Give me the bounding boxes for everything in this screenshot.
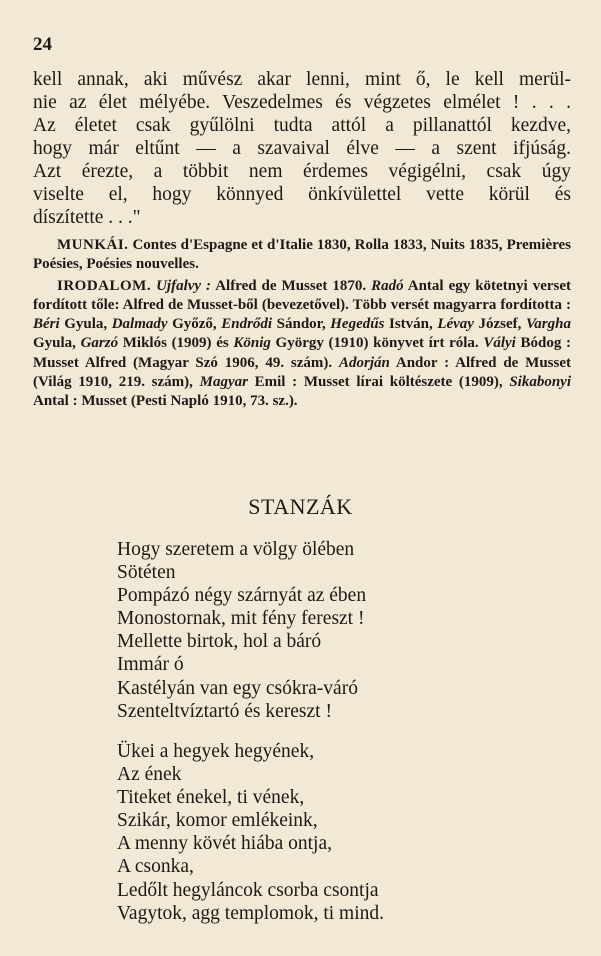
literature-text: Antal egy kötetnyi verset fordított tőle: Alfred de Musset-ből (bevezetővel). Több versét magyarra fordította : [33,277,572,313]
verse-line: A menny kövét hiába ontja, [117,833,332,855]
literature-text: Gyula, [33,335,81,352]
verse-line: Ükei a hegyek hegyének, [117,741,315,762]
text-line: hogy már eltűnt — a szavaival élve — a szent ifjúság. [33,138,571,159]
page-number: 24 [33,34,52,55]
author-name: Endrődi [221,316,273,333]
verse-line: Sötéten [117,562,176,584]
literature-text: Sándor, [272,316,331,333]
author-name: Magyar [199,374,248,391]
text-line: díszítette . . ." [33,207,141,228]
verse-line: Pompázó négy szárnyát az ében [117,585,367,607]
verse-line: Az ének [117,764,182,786]
verse-line: Vagytok, agg templomok, ti mind. [117,902,385,924]
verse-line: Szikár, komor emlékeink, [117,810,318,832]
literature-text: Emil : Musset lírai költészete (1909), [247,374,510,391]
literature-text: Alfred de Musset 1870. [211,277,372,294]
literature-text: Antal : Musset (Pesti Napló 1910, 73. sz.). [33,393,298,410]
verse-line: Immár ó [117,654,184,676]
literature-text: József, [473,316,526,333]
author-name: Ujfalvy : [156,277,212,294]
stanza-1 [117,538,577,723]
author-name: Adorján [339,354,390,371]
author-name: Vargha [525,316,571,333]
author-name: König [233,335,271,352]
notes-section [33,236,571,412]
author-name: Sikabonyi [509,374,571,391]
stanza-2 [117,740,577,925]
literature-text: István, [384,316,438,333]
poem-title: STANZÁK [248,494,353,519]
verse-line: Szenteltvíztartó és kereszt ! [117,700,332,722]
literature-text: Miklós (1909) és [118,335,234,352]
intro-paragraph [33,68,571,229]
literature-text: Gyula, [59,316,112,333]
literature-text: György (1910) könyvet írt róla. [270,335,484,352]
works-paragraph [33,236,571,275]
verse-line: Titeket énekel, ti vének, [117,787,305,809]
author-name: Hegedűs [330,316,385,333]
author-name: Dalmady [111,316,168,333]
text-line: viselte el, hogy könnyed önkívülettel vette körül és [33,184,571,205]
verse-line: Mellette birtok, hol a báró [117,631,322,653]
author-name: Radó [371,277,404,294]
literature-paragraph [33,277,571,412]
verse-line: A csonka, [117,856,194,878]
author-name: Lévay [437,316,474,333]
text-line: kell annak, aki művész akar lenni, mint ő, le kell merül- [33,69,571,90]
works-heading: MUNKÁI. [57,237,129,253]
verse-line: Ledőlt hegyláncok csorba csontja [117,879,379,901]
verse-line: Kastélyán van egy csókra-váró [117,677,358,699]
author-name: Béri [33,316,60,333]
works-text: Contes d'Espagne et d'Italie 1830, Rolla 1833, Nuits 1835, Premières Poésies, Poésies nouvelles. [33,237,571,273]
literature-text: Andor : Alfred de Musset (Világ 1910, 219. szám), [33,354,571,391]
literature-text: Bódog : Musset Alfred (Magyar Szó 1906, 49. szám). [33,335,571,371]
text-line: Az életet csak gyűlölni tudta attól a pillanattól kezdve, [33,115,571,136]
author-name: Garzó [80,335,119,352]
literature-heading: IRODALOM. [57,277,152,294]
text-line: Azt érezte, a többit nem érdemes végigélni, csak úgy [33,161,571,182]
verse-line: Monostornak, mit fény fereszt ! [117,608,365,630]
verse-line: Hogy szeretem a völgy ölében [117,539,355,560]
literature-text: Győző, [167,316,222,333]
author-name: Vályi [483,335,516,352]
text-line: nie az élet mélyébe. Veszedelmes és végzetes elmélet ! . . . [33,92,571,113]
